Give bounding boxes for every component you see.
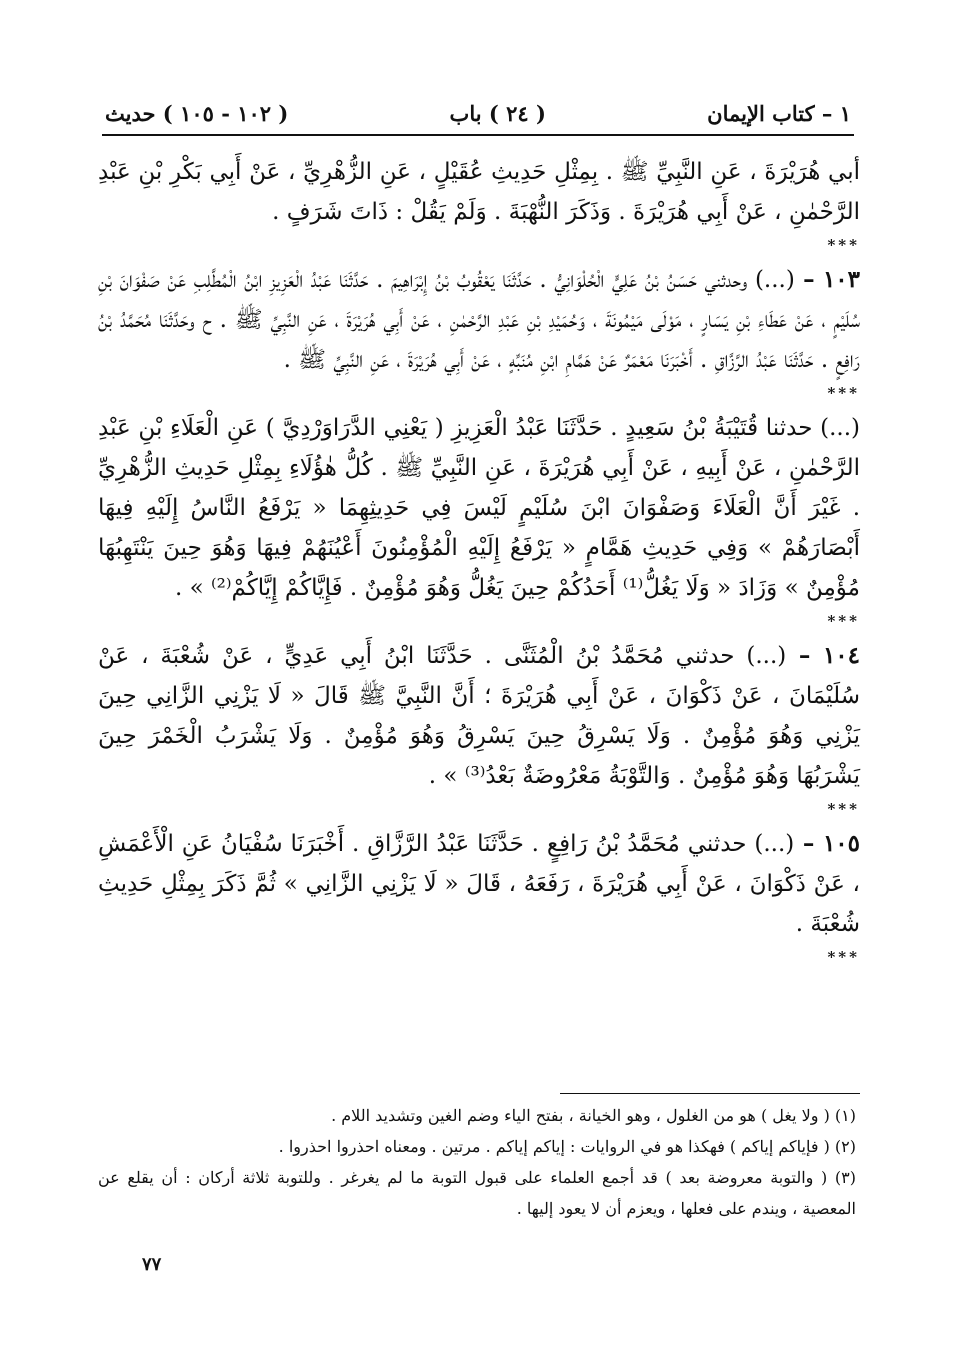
separator-stars: *** <box>827 800 860 818</box>
hadith-text: (...) حدثني مُحَمَّدُ بْنُ رَافِعٍ . حَدَّثَنَا عَبْدُ الرَّزَّاقِ . أَخْبَرَنَا سُفْيَانُ عَنِ الْأَعْمَشِ ، عَنْ ذَكْوَانَ ، عَنْ أَبِي هُرَيْرَةَ ، رَفَعَهُ ، قَالَ « لَا يَزْنِي الزَّانِي » ثُمَّ ذَكَرَ بِمِثْلِ حَدِيثِ شُعْبَةَ . <box>98 831 860 937</box>
footnote-rule <box>560 1093 860 1094</box>
hadith-range: ( ١٠٢ - ١٠٥ ) حديث <box>105 100 289 126</box>
separator-stars: *** <box>827 612 860 630</box>
separator-stars: *** <box>827 236 860 254</box>
paragraph-continuation: أبي هُرَيْرَةَ ، عَنِ النَّبِيِّ ﷺ . بِمِثْلِ حَدِيثِ عُقَيْلٍ ، عَنِ الزُّهْرِيِّ ، عَنْ أَبِي بَكْرِ بْنِ عَبْدِ الرَّحْمٰنِ ، عَنْ أَبِي هُرَيْرَةَ . وَذَكَرَ النُّهْبَةَ . وَلَمْ يَقُلْ : ذَاتَ شَرَفٍ . <box>98 159 860 225</box>
footnote-3: (٣) ( والتوبة معروضة بعد ) قد أجمع العلماء على قبول التوبة ما لم يغرغر . وللتوبة ثلاثة أركان : أن يقلع عن المعصية ، ويندم على فعلها ، ويعزم أن لا يعود إليها . <box>98 1168 856 1218</box>
hadith-103 <box>98 260 860 380</box>
separator-stars: *** <box>827 384 860 402</box>
hadith-text: (...) حدثني مُحَمَّدُ بْنُ الْمُثَنَّى . حَدَّثَنَا ابْنُ أَبِي عَدِيٍّ ، عَنْ شُعْبَةَ ، عَنْ سُلَيْمَانَ ، عَنْ ذَكْوَانَ ، عَنْ أَبِي هُرَيْرَةَ ؛ أَنَّ النَّبِيَّ ﷺ قَالَ « لَا يَزْنِي الزَّانِي حِينَ يَزْنِي وَهُوَ مُؤْمِنٌ . وَلَا يَسْرِقُ حِينَ يَسْرِقُ وَهُوَ مُؤْمِنٌ . وَلَا يَشْرَبُ الْخَمْرَ حِينَ يَشْرَبُهَا وَهُوَ مُؤْمِنٌ . وَالتَّوْبَةُ مَعْرُوضَةٌ بَعْدُ⁽³⁾ » . <box>98 643 860 789</box>
hadith-104 <box>98 636 860 796</box>
bab-label: ( ٢٤ ) باب <box>449 100 546 126</box>
hadith-number: ١٠٥ – <box>794 830 861 857</box>
hadith-105 <box>98 824 860 944</box>
running-header <box>105 96 851 130</box>
header-rule <box>102 134 854 136</box>
hadith-103-variant: (...) حدثنا قُتَيْبَةُ بْنُ سَعِيدٍ . حَدَّثَنَا عَبْدُ الْعَزِيزِ ( يَعْنِي الدَّرَاوَرْدِيَّ ) عَنِ الْعَلَاءِ بْنِ عَبْدِ الرَّحْمٰنِ ، عَنْ أَبِيهِ ، عَنْ أَبِي هُرَيْرَةَ ، عَنِ النَّبِيِّ ﷺ . كُلُّ هٰؤُلَاءِ بِمِثْلِ حَدِيثِ الزُّهْرِيِّ . غَيْرَ أَنَّ الْعَلَاءَ وَصَفْوَانَ ابْنَ سُلَيْمٍ لَيْسَ فِي حَدِيثِهِمَا « يَرْفَعُ النَّاسُ إِلَيْهِ فِيهَا أَبْصَارَهُمْ » وَفِي حَدِيثِ هَمَّامٍ « يَرْفَعُ إِلَيْهِ الْمُؤْمِنُونَ أَعْيُنَهُمْ فِيهَا وَهُوَ حِينَ يَنْتَهِبُهَا مُؤْمِنٌ » وَزَادَ « وَلَا يَغُلُّ⁽¹⁾ أَحَدُكُمْ حِينَ يَغُلُّ وَهُوَ مُؤْمِنٌ . فَإِيَّاكُمْ إِيَّاكُمْ⁽²⁾ » . <box>98 415 861 601</box>
footnotes <box>98 1100 856 1224</box>
hadith-number: ١٠٣ – <box>794 266 860 293</box>
chapter-title: ١ – كتاب الإيمان <box>707 100 851 126</box>
footnote-2: (٢) ( فإياكم إياكم ) فهكذا هو في الروايات : إياكم إياكم . مرتين . ومعناه احذروا احذروا . <box>278 1137 856 1156</box>
hadith-number: ١٠٤ – <box>786 642 860 669</box>
hadith-text: (...) وحدثني حَسَنُ بْنُ عَلِيٍّ الْحُلْوَانِيُّ . حَدَّثَنَا يَعْقُوبُ بْنُ إِبْرَاهِيمَ . حَدَّثَنَا عَبْدُ الْعَزِيزِ ابْنُ الْمُطَّلِبِ عَنْ صَفْوَانَ بْنِ سُلَيْمٍ ، عَنْ عَطَاءِ بْنِ يَسَارٍ ، مَوْلَى مَيْمُونَةَ ، وَحُمَيْدِ بْنِ عَبْدِ الرَّحْمٰنِ ، عَنْ أَبِي هُرَيْرَةَ ، عَنِ النَّبِيِّ ﷺ . ح وحَدَّثَنَا مُحَمَّدُ بْنُ رَافِعٍ . حَدَّثَنَا عَبْدُ الرَّزَّاقِ . أَخْبَرَنَا مَعْمَرٌ عَنْ هَمَّامِ ابْنِ مُنَبِّهٍ ، عَنْ أَبِي هُرَيْرَةَ ، عَنِ النَّبِيِّ ﷺ . <box>98 267 860 373</box>
main-text <box>98 152 860 972</box>
separator-stars: *** <box>827 948 860 966</box>
page-number: ٧٧ <box>142 1254 162 1275</box>
footnote-1: (١) ( ولا يغل ) هو من الغلول ، وهو الخيانة ، بفتح الياء وضم الغين وتشديد اللام . <box>331 1106 856 1125</box>
